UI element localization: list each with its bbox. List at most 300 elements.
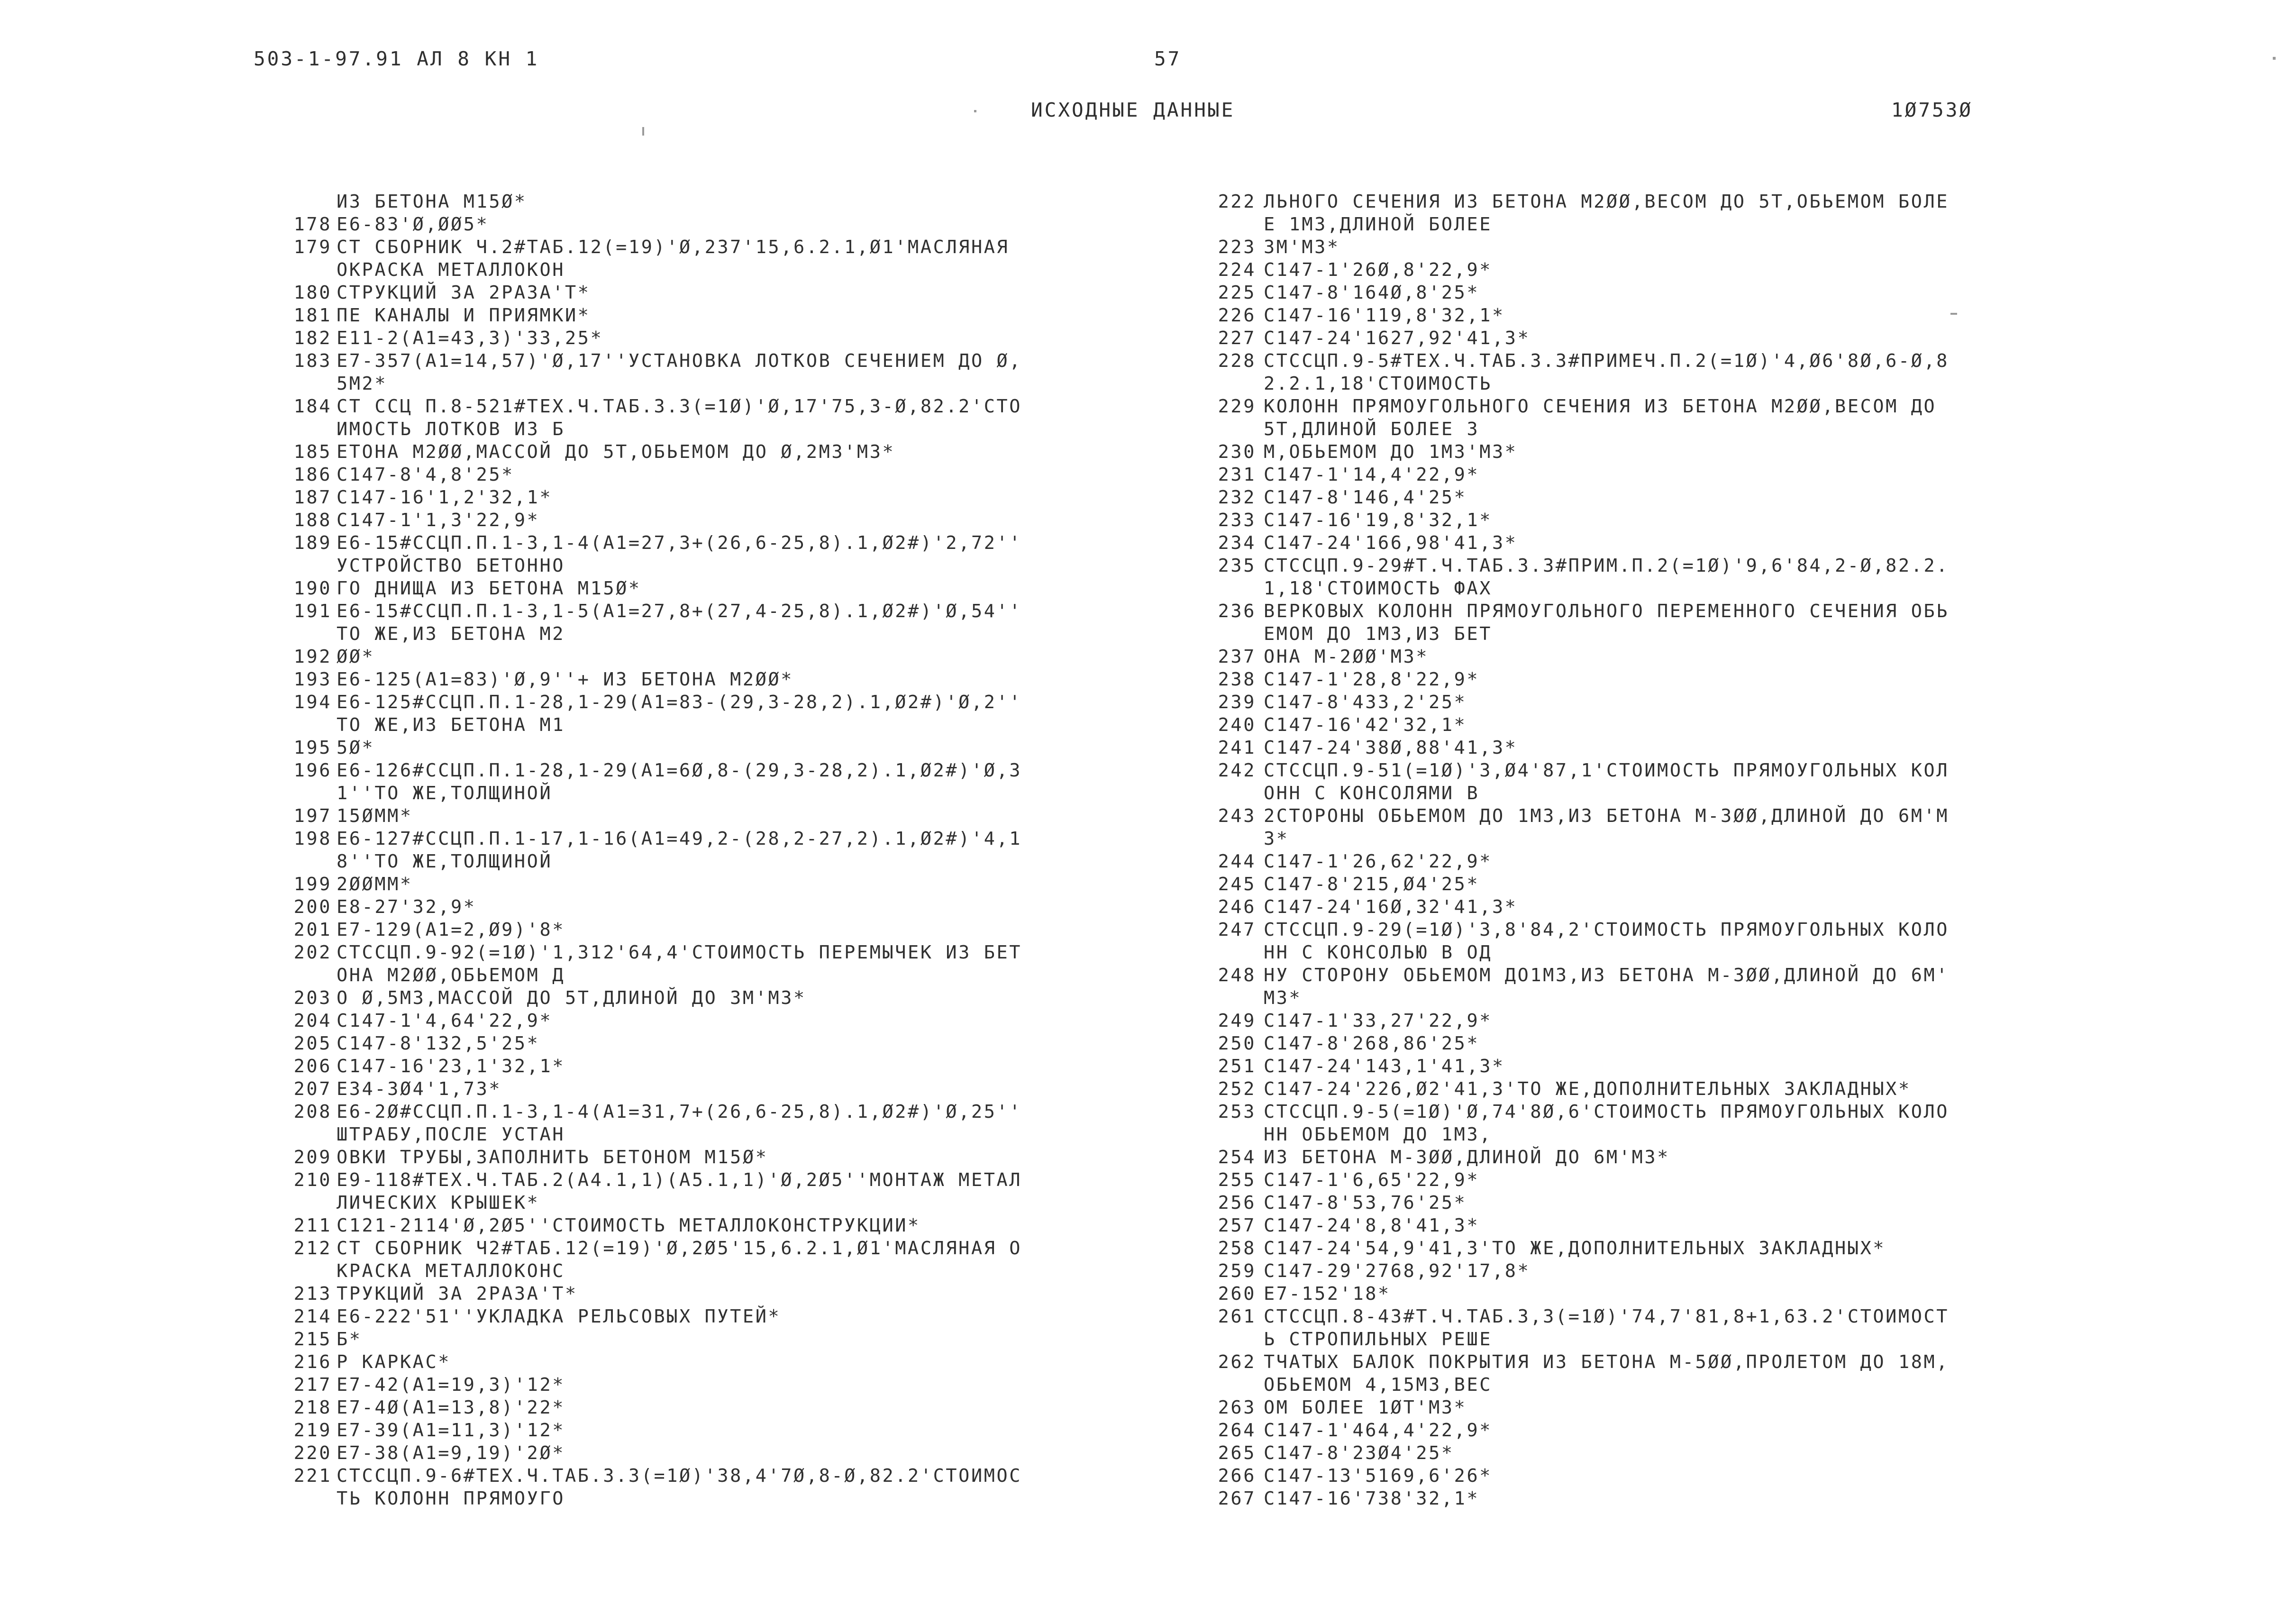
line-number: 188 [293,510,332,531]
line-number: 228 [1218,350,1256,372]
line-text: С147-24'1627,92'41,3* [1264,328,1531,349]
code-line [246,805,1119,828]
line-text: Р КАРКАС* [337,1351,451,1373]
code-line [1175,441,2048,464]
code-line [1175,213,2048,236]
line-text: Е8-27'32,9* [337,896,476,918]
code-line [1175,327,2048,350]
line-text: С147-24'226,Ø2'41,3'ТО ЖЕ,ДОПОЛНИТЕЛЬНЫХ ЗАКЛАДНЫХ* [1264,1078,1911,1100]
line-text: С147-16'42'32,1* [1264,714,1467,736]
code-line [1175,1305,2048,1328]
line-text: 2.2.1,18'СТОИМОСТЬ [1264,373,1493,394]
code-line [246,555,1119,577]
code-line [1175,1192,2048,1214]
code-line [246,782,1119,805]
code-line [246,1078,1119,1101]
line-text: Е7-357(А1=14,57)'Ø,17''УСТАНОВКА ЛОТКОВ СЕЧЕНИЕМ ДО Ø, [337,350,1022,372]
line-text: ИЗ БЕТОНА М-3ØØ,ДЛИНОЙ ДО 6М'М3* [1264,1147,1670,1168]
line-text: С147-8'215,Ø4'25* [1264,874,1480,895]
line-text: СТССЦП.9-29(=1Ø)'3,8'84,2'СТОИМОСТЬ ПРЯМОУГОЛЬНЫХ КОЛО [1264,919,1950,940]
code-line [246,691,1119,714]
code-line [1175,1214,2048,1237]
line-text: Е7-152'18* [1264,1283,1391,1305]
code-line [1175,259,2048,282]
line-text: УСТРОЙСТВО БЕТОННО [337,555,565,576]
code-line [1175,1328,2048,1351]
line-text: Е9-118#ТЕХ.Ч.ТАБ.2(А4.1,1)(А5.1,1)'Ø,2Ø5''МОНТАЖ МЕТАЛ [337,1169,1022,1191]
code-line [246,1396,1119,1419]
document-code: 503-1-97.91 АЛ 8 КН 1 [254,47,539,70]
line-text: СТССЦП.9-6#ТЕХ.Ч.ТАБ.3.3(=1Ø)'38,4'7Ø,8-Ø,82.2'СТОИМОС [337,1465,1022,1487]
line-number: 256 [1218,1192,1256,1213]
line-text: О Ø,5М3,МАССОЙ ДО 5Т,ДЛИНОЙ ДО 3М'М3* [337,987,806,1009]
code-line [246,1123,1119,1146]
line-number: 184 [293,396,332,417]
line-number: 267 [1218,1488,1256,1509]
line-number: 240 [1218,714,1256,736]
line-text: С147-8'23Ø4'25* [1264,1442,1454,1464]
code-line [246,373,1119,395]
line-number: 243 [1218,805,1256,827]
scan-mark [2273,57,2276,60]
line-number: 258 [1218,1238,1256,1259]
line-text: Е7-42(А1=19,3)'12* [337,1374,565,1396]
code-line [1175,1396,2048,1419]
line-number: 248 [1218,965,1256,986]
line-text: С147-24'8,8'41,3* [1264,1215,1480,1236]
line-text: СТССЦП.9-5#ТЕХ.Ч.ТАБ.3.3#ПРИМЕЧ.П.2(=1Ø)'4,Ø6'8Ø,6-Ø,8 [1264,350,1950,372]
line-number: 262 [1218,1351,1256,1373]
code-line [1175,828,2048,850]
code-line [246,1101,1119,1123]
line-number: 250 [1218,1033,1256,1054]
line-text: СТРУКЦИЙ ЗА 2РАЗА'Т* [337,282,591,303]
line-text: 15ØММ* [337,805,413,827]
code-line [246,509,1119,532]
line-text: С147-8'268,86'25* [1264,1033,1480,1054]
line-number: 222 [1218,191,1256,212]
line-number: 198 [293,828,332,849]
line-text: С147-1'1,3'22,9* [337,510,540,531]
line-number: 239 [1218,692,1256,713]
line-text: 1,18'СТОИМОСТЬ ФАХ [1264,578,1493,599]
code-line [1175,646,2048,668]
line-text: Е6-2Ø#ССЦП.П.1-3,1-4(А1=31,7+(26,6-25,8).1,Ø2#)'Ø,25'' [337,1101,1022,1122]
line-number: 202 [293,942,332,963]
line-text: ТРУКЦИЙ ЗА 2РАЗА'Т* [337,1283,578,1305]
code-line [246,213,1119,236]
code-line [246,441,1119,464]
line-text: Е6-125(А1=83)'Ø,9''+ ИЗ БЕТОНА М2ØØ* [337,669,794,690]
line-number: 208 [293,1101,332,1122]
line-number: 260 [1218,1283,1256,1305]
code-line [246,714,1119,737]
line-text: 8''ТО ЖЕ,ТОЛЩИНОЙ [337,851,553,872]
line-number: 214 [293,1306,332,1327]
code-line [1175,418,2048,441]
line-text: НН ОБЬЕМОМ ДО 1М3, [1264,1124,1493,1145]
right-column [1175,191,2048,1510]
code-line [246,987,1119,1010]
code-line [246,1146,1119,1169]
code-line [1175,1237,2048,1260]
line-number: 251 [1218,1056,1256,1077]
code-line [246,486,1119,509]
code-line [1175,304,2048,327]
line-text: С147-1'28,8'22,9* [1264,669,1480,690]
line-text: ПЕ КАНАЛЫ И ПРИЯМКИ* [337,305,591,326]
line-text: СТССЦП.9-29#Т.Ч.ТАБ.3.3#ПРИМ.П.2(=1Ø)'9,6'84,2-Ø,82.2. [1264,555,1950,576]
line-text: Е7-129(А1=2,Ø9)'8* [337,919,565,940]
line-text: С147-24'38Ø,88'41,3* [1264,737,1518,758]
line-number: 261 [1218,1306,1256,1327]
line-number: 205 [293,1033,332,1054]
line-number: 232 [1218,487,1256,508]
line-number: 183 [293,350,332,372]
code-line [1175,1465,2048,1487]
line-text: С121-2114'Ø,2Ø5''СТОИМОСТЬ МЕТАЛЛОКОНСТРУКЦИИ* [337,1215,920,1236]
line-text: СТ СБОРНИК Ч.2#ТАБ.12(=19)'Ø,237'15,6.2.1,Ø1'МАСЛЯНАЯ [337,237,1010,258]
code-line [1175,1419,2048,1442]
line-number: 199 [293,874,332,895]
line-number: 241 [1218,737,1256,758]
line-text: М,ОБЬЕМОМ ДО 1М3'М3* [1264,441,1518,463]
code-line [1175,236,2048,259]
line-number: 252 [1218,1078,1256,1100]
line-number: 265 [1218,1442,1256,1464]
code-line [246,1442,1119,1465]
line-text: 1''ТО ЖЕ,ТОЛЩИНОЙ [337,783,553,804]
code-line [1175,873,2048,896]
code-line [246,759,1119,782]
line-number: 197 [293,805,332,827]
line-text: ШТРАБУ,ПОСЛЕ УСТАН [337,1124,565,1145]
code-line [246,1010,1119,1032]
code-line [1175,532,2048,555]
code-line [1175,282,2048,304]
code-line [1175,623,2048,646]
line-text: ГО ДНИЩА ИЗ БЕТОНА М15Ø* [337,578,641,599]
line-text: Е 1М3,ДЛИНОЙ БОЛЕЕ [1264,214,1493,235]
line-number: 191 [293,601,332,622]
line-text: Е7-4Ø(А1=13,8)'22* [337,1397,565,1418]
line-text: Е6-83'Ø,ØØ5* [337,214,489,235]
line-number: 206 [293,1056,332,1077]
line-number: 181 [293,305,332,326]
line-number: 220 [293,1442,332,1464]
line-number: 190 [293,578,332,599]
code-line [1175,1123,2048,1146]
code-line [246,941,1119,964]
code-line [1175,1078,2048,1101]
line-number: 209 [293,1147,332,1168]
line-number: 187 [293,487,332,508]
line-number: 221 [293,1465,332,1487]
line-text: С147-13'5169,6'26* [1264,1465,1493,1487]
scan-mark [1950,313,1957,315]
code-line [1175,577,2048,600]
line-text: С147-16'23,1'32,1* [337,1056,565,1077]
line-text: ОНА М2ØØ,ОБЬЕМОМ Д [337,965,565,986]
code-line [246,1305,1119,1328]
code-line [1175,486,2048,509]
code-line [1175,1374,2048,1396]
line-text: Е6-125#ССЦП.П.1-28,1-29(А1=83-(29,3-28,2).1,Ø2#)'Ø,2'' [337,692,1022,713]
line-text: ОБЬЕМОМ 4,15М3,ВЕС [1264,1374,1493,1396]
line-text: ЕМОМ ДО 1М3,ИЗ БЕТ [1264,623,1493,645]
line-text: Е6-15#ССЦП.П.1-3,1-5(А1=27,8+(27,4-25,8).1,Ø2#)'Ø,54'' [337,601,1022,622]
line-text: КОЛОНН ПРЯМОУГОЛЬНОГО СЕЧЕНИЯ ИЗ БЕТОНА М2ØØ,ВЕСОМ ДО [1264,396,1937,417]
line-text: ОНН С КОНСОЛЯМИ В [1264,783,1480,804]
code-line [246,1374,1119,1396]
line-number: 242 [1218,760,1256,781]
line-number: 224 [1218,259,1256,281]
code-line [1175,1442,2048,1465]
line-number: 236 [1218,601,1256,622]
line-number: 215 [293,1329,332,1350]
line-text: ЛИЧЕСКИХ КРЫШЕК* [337,1192,540,1213]
line-text: 3* [1264,828,1289,849]
line-number: 218 [293,1397,332,1418]
line-text: Е6-222'51''УКЛАДКА РЕЛЬСОВЫХ ПУТЕЙ* [337,1306,781,1327]
code-line [1175,964,2048,987]
code-line [246,1214,1119,1237]
scan-mark [642,127,644,136]
code-line [246,1032,1119,1055]
line-text: С147-1'464,4'22,9* [1264,1420,1493,1441]
line-text: Е34-3Ø4'1,73* [337,1078,502,1100]
line-number: 263 [1218,1397,1256,1418]
line-number: 210 [293,1169,332,1191]
line-number: 196 [293,760,332,781]
line-text: ØØ* [337,646,375,667]
code-line [246,964,1119,987]
page-title: ИСХОДНЫЕ ДАННЫЕ [1031,99,1235,121]
code-line [1175,1101,2048,1123]
code-line [1175,1146,2048,1169]
code-line [1175,1283,2048,1305]
line-number: 178 [293,214,332,235]
line-text: СТССЦП.8-43#Т.Ч.ТАБ.3,3(=1Ø)'74,7'81,8+1,63.2'СТОИМОСТ [1264,1306,1950,1327]
line-text: С147-8'4,8'25* [337,464,514,485]
code-line [1175,896,2048,919]
line-text: ОКРАСКА МЕТАЛЛОКОН [337,259,565,281]
line-text: СТССЦП.9-5(=1Ø)'Ø,74'8Ø,6'СТОИМОСТЬ ПРЯМОУГОЛЬНЫХ КОЛО [1264,1101,1950,1122]
line-number: 186 [293,464,332,485]
line-number: 249 [1218,1010,1256,1031]
code-line [246,1169,1119,1192]
line-text: С147-8'164Ø,8'25* [1264,282,1480,303]
line-number: 237 [1218,646,1256,667]
line-text: ИМОСТЬ ЛОТКОВ ИЗ Б [337,419,565,440]
line-number: 204 [293,1010,332,1031]
line-number: 244 [1218,851,1256,872]
line-text: С147-8'53,76'25* [1264,1192,1467,1213]
line-text: Е6-15#ССЦП.П.1-3,1-4(А1=27,3+(26,6-25,8).1,Ø2#)'2,72'' [337,532,1022,554]
line-number: 233 [1218,510,1256,531]
code-line [246,1487,1119,1510]
line-text: С147-24'143,1'41,3* [1264,1056,1505,1077]
line-text: СТ ССЦ П.8-521#ТЕХ.Ч.ТАБ.3.3(=1Ø)'Ø,17'75,3-Ø,82.2'СТО [337,396,1022,417]
scan-mark [974,110,976,112]
line-text: С147-16'119,8'32,1* [1264,305,1505,326]
document-id: 1Ø753Ø [1891,99,1973,121]
line-text: М3* [1264,987,1302,1009]
code-line [1175,509,2048,532]
code-line [246,896,1119,919]
line-number: 200 [293,896,332,918]
line-text: НУ СТОРОНУ ОБЬЕМОМ ДО1М3,ИЗ БЕТОНА М-3ØØ,ДЛИНОЙ ДО 6М' [1264,965,1950,986]
code-line [246,395,1119,418]
code-line [246,191,1119,213]
line-number: 207 [293,1078,332,1100]
line-number: 254 [1218,1147,1256,1168]
code-line [246,464,1119,486]
left-column [246,191,1119,1510]
line-number: 246 [1218,896,1256,918]
code-line [246,1237,1119,1260]
code-line [1175,805,2048,828]
code-line [246,919,1119,941]
code-line [1175,668,2048,691]
code-line [1175,373,2048,395]
line-text: Е6-126#ССЦП.П.1-28,1-29(А1=6Ø,8-(29,3-28,2).1,Ø2#)'Ø,3 [337,760,1022,781]
line-text: ИЗ БЕТОНА М15Ø* [337,191,527,212]
page-number: 57 [1154,47,1182,70]
code-line [246,1283,1119,1305]
line-text: ЕТОНА М2ØØ,МАССОЙ ДО 5Т,ОБЬЕМОМ ДО Ø,2М3'М3* [337,441,895,463]
line-text: 5Ø* [337,737,375,758]
line-number: 203 [293,987,332,1009]
line-number: 229 [1218,396,1256,417]
line-text: Е11-2(А1=43,3)'33,25* [337,328,603,349]
line-text: С147-8'132,5'25* [337,1033,540,1054]
line-text: КРАСКА МЕТАЛЛОКОНС [337,1260,565,1282]
line-number: 223 [1218,237,1256,258]
code-line [1175,1010,2048,1032]
code-line [1175,1169,2048,1192]
line-text: С147-24'166,98'41,3* [1264,532,1518,554]
line-number: 212 [293,1238,332,1259]
line-number: 185 [293,441,332,463]
line-text: С147-16'1,2'32,1* [337,487,553,508]
line-text: С147-24'54,9'41,3'ТО ЖЕ,ДОПОЛНИТЕЛЬНЫХ ЗАКЛАДНЫХ* [1264,1238,1886,1259]
line-number: 235 [1218,555,1256,576]
code-line [246,259,1119,282]
code-line [1175,691,2048,714]
code-line [1175,1032,2048,1055]
line-number: 194 [293,692,332,713]
line-text: 5М2* [337,373,388,394]
line-text: С147-16'738'32,1* [1264,1488,1480,1509]
line-text: С147-1'26Ø,8'22,9* [1264,259,1493,281]
line-number: 266 [1218,1465,1256,1487]
line-text: Е7-39(А1=11,3)'12* [337,1420,565,1441]
code-line [1175,759,2048,782]
code-line [1175,1260,2048,1283]
code-line [246,1465,1119,1487]
code-line [1175,919,2048,941]
line-text: ОМ БОЛЕЕ 1ØТ'М3* [1264,1397,1467,1418]
line-number: 257 [1218,1215,1256,1236]
line-text: С147-1'33,27'22,9* [1264,1010,1493,1031]
code-line [246,646,1119,668]
line-number: 195 [293,737,332,758]
line-text: Ь СТРОПИЛЬНЫХ РЕШЕ [1264,1329,1493,1350]
line-number: 234 [1218,532,1256,554]
line-number: 264 [1218,1420,1256,1441]
code-line [1175,350,2048,373]
line-text: 2ØØММ* [337,874,413,895]
line-number: 230 [1218,441,1256,463]
code-line [1175,600,2048,623]
code-line [246,282,1119,304]
code-line [1175,737,2048,759]
line-text: ТО ЖЕ,ИЗ БЕТОНА М1 [337,714,565,736]
line-number: 213 [293,1283,332,1305]
line-text: ТО ЖЕ,ИЗ БЕТОНА М2 [337,623,565,645]
line-text: С147-1'4,64'22,9* [337,1010,553,1031]
code-line [246,1419,1119,1442]
line-text: С147-24'16Ø,32'41,3* [1264,896,1518,918]
line-text: 2СТОРОНЫ ОБЬЕМОМ ДО 1М3,ИЗ БЕТОНА М-3ØØ,ДЛИНОЙ ДО 6М'М [1264,805,1950,827]
code-line [246,327,1119,350]
code-line [1175,191,2048,213]
line-number: 227 [1218,328,1256,349]
line-text: Е6-127#ССЦП.П.1-17,1-16(А1=49,2-(28,2-27,2).1,Ø2#)'4,1 [337,828,1022,849]
line-number: 193 [293,669,332,690]
line-text: СТССЦП.9-92(=1Ø)'1,312'64,4'СТОИМОСТЬ ПЕРЕМЫЧЕК ИЗ БЕТ [337,942,1022,963]
code-line [1175,1055,2048,1078]
line-text: С147-1'6,65'22,9* [1264,1169,1480,1191]
line-number: 201 [293,919,332,940]
code-line [246,668,1119,691]
line-number: 192 [293,646,332,667]
line-text: ТЧАТЫХ БАЛОК ПОКРЫТИЯ ИЗ БЕТОНА М-5ØØ,ПРОЛЕТОМ ДО 18М, [1264,1351,1950,1373]
line-number: 225 [1218,282,1256,303]
code-line [1175,850,2048,873]
line-text: 5Т,ДЛИНОЙ БОЛЕЕ 3 [1264,419,1480,440]
line-number: 217 [293,1374,332,1396]
code-line [246,1055,1119,1078]
line-number: 238 [1218,669,1256,690]
line-text: С147-1'14,4'22,9* [1264,464,1480,485]
code-line [246,1328,1119,1351]
code-line [246,600,1119,623]
code-line [246,873,1119,896]
code-line [1175,395,2048,418]
code-line [246,236,1119,259]
code-line [246,577,1119,600]
line-text: Е7-38(А1=9,19)'2Ø* [337,1442,565,1464]
code-line [246,828,1119,850]
line-text: ОНА М-2ØØ'М3* [1264,646,1429,667]
line-number: 179 [293,237,332,258]
line-number: 247 [1218,919,1256,940]
line-text: ВЕРКОВЫХ КОЛОНН ПРЯМОУГОЛЬНОГО ПЕРЕМЕННОГО СЕЧЕНИЯ ОБЬ [1264,601,1950,622]
line-number: 245 [1218,874,1256,895]
code-line [246,1192,1119,1214]
code-line [1175,714,2048,737]
line-text: С147-16'19,8'32,1* [1264,510,1493,531]
code-line [246,304,1119,327]
line-number: 253 [1218,1101,1256,1122]
line-number: 226 [1218,305,1256,326]
line-number: 259 [1218,1260,1256,1282]
line-number: 180 [293,282,332,303]
line-text: 3М'М3* [1264,237,1340,258]
code-line [246,418,1119,441]
